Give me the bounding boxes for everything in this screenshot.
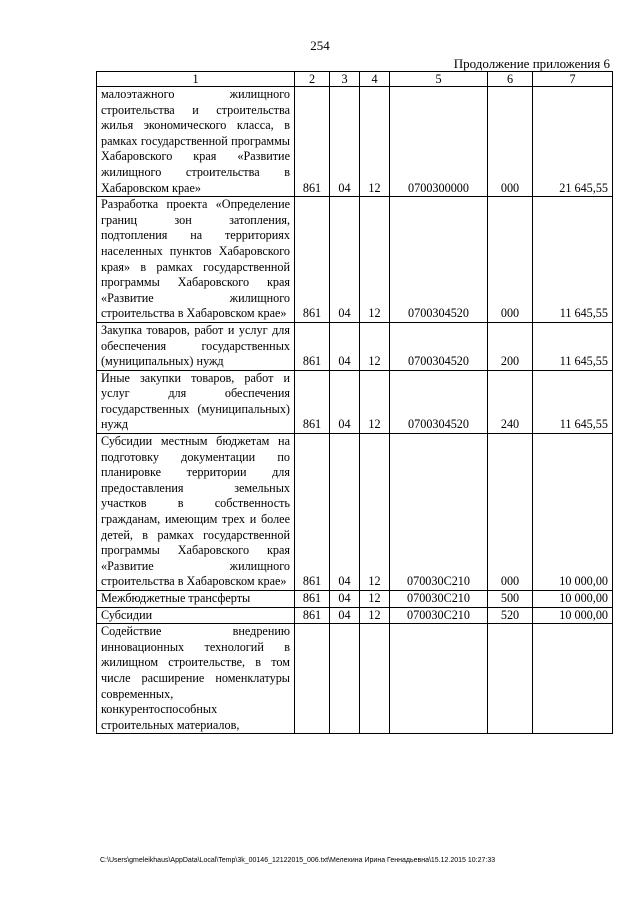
cell-amount: [533, 624, 613, 734]
table-row: [97, 322, 613, 370]
cell-target-article: 070030С210: [390, 607, 488, 624]
cell-section: 04: [330, 591, 360, 608]
row-description: Разработка проекта «Определение границ зон затопления, подтопления на территориях населенных пунктов Хабаровского края» в рамках государственной программы Хабаровского края «Развитие жилищного строительства в Хабаровском крае»: [97, 197, 295, 323]
column-header: 6: [488, 72, 533, 87]
cell-expense-type: 520: [488, 607, 533, 624]
cell-amount: 21 645,55: [533, 87, 613, 197]
column-header: 7: [533, 72, 613, 87]
cell-ministry-code: 861: [295, 607, 330, 624]
cell-section: 04: [330, 370, 360, 433]
budget-table: [96, 71, 613, 734]
cell-subsection: 12: [360, 322, 390, 370]
cell-section: 04: [330, 322, 360, 370]
row-description: малоэтажного жилищного строительства и строительства жилья экономического класса, в рамках государственной программы Хабаровского края «Развитие жилищного строительства в Хабаровском крае»: [97, 87, 295, 197]
cell-target-article: 0700304520: [390, 370, 488, 433]
cell-subsection: 12: [360, 370, 390, 433]
cell-expense-type: 500: [488, 591, 533, 608]
cell-amount: 11 645,55: [533, 197, 613, 323]
table-row: [97, 591, 613, 608]
cell-section: [330, 624, 360, 734]
cell-subsection: 12: [360, 591, 390, 608]
cell-expense-type: 000: [488, 197, 533, 323]
cell-ministry-code: 861: [295, 370, 330, 433]
row-description: Закупка товаров, работ и услуг для обеспечения государственных (муниципальных) нужд: [97, 322, 295, 370]
cell-ministry-code: [295, 624, 330, 734]
cell-target-article: 070030С210: [390, 434, 488, 591]
row-description: Межбюджетные трансферты: [97, 591, 295, 608]
cell-target-article: 0700300000: [390, 87, 488, 197]
column-header: 4: [360, 72, 390, 87]
cell-section: 04: [330, 87, 360, 197]
continuation-note: Продолжение приложения 6: [453, 56, 610, 71]
cell-subsection: 12: [360, 607, 390, 624]
column-header: 2: [295, 72, 330, 87]
table-row: [97, 607, 613, 624]
table-row: [97, 87, 613, 197]
cell-amount: 10 000,00: [533, 607, 613, 624]
cell-amount: 10 000,00: [533, 434, 613, 591]
cell-target-article: 0700304520: [390, 197, 488, 323]
row-description: Содействие внедрению инновационных технологий в жилищном строительстве, в том числе расширение номенклатуры современных, конкурентоспособных строительных материалов,: [97, 624, 295, 734]
table-row: [97, 624, 613, 734]
cell-expense-type: 240: [488, 370, 533, 433]
cell-ministry-code: 861: [295, 197, 330, 323]
file-path-footer: C:\Users\gmeleikhaus\AppData\Local\Temp\3k_00146_12122015_006.txt\Мелехина Ирина Геннадьевна\15.12.2015 10:27:33: [100, 857, 496, 864]
cell-section: 04: [330, 197, 360, 323]
cell-subsection: 12: [360, 87, 390, 197]
cell-amount: 11 645,55: [533, 322, 613, 370]
column-header: 3: [330, 72, 360, 87]
cell-subsection: [360, 624, 390, 734]
column-header: 1: [97, 72, 295, 87]
cell-target-article: 070030С210: [390, 591, 488, 608]
cell-section: 04: [330, 434, 360, 591]
cell-ministry-code: 861: [295, 87, 330, 197]
table-header-row: [97, 72, 613, 87]
table-row: [97, 197, 613, 323]
cell-section: 04: [330, 607, 360, 624]
cell-expense-type: 200: [488, 322, 533, 370]
cell-ministry-code: 861: [295, 322, 330, 370]
row-description: Субсидии местным бюджетам на подготовку документации по планировке территории для предоставления земельных участков в собственность гражданам, имеющим трех и более детей, в рамках государственной программы Хабаровского края «Развитие жилищного строительства в Хабаровском крае»: [97, 434, 295, 591]
cell-amount: 10 000,00: [533, 591, 613, 608]
row-description: Иные закупки товаров, работ и услуг для обеспечения государственных (муниципальных) нужд: [97, 370, 295, 433]
cell-ministry-code: 861: [295, 591, 330, 608]
cell-subsection: 12: [360, 434, 390, 591]
cell-target-article: [390, 624, 488, 734]
cell-expense-type: 000: [488, 87, 533, 197]
cell-expense-type: [488, 624, 533, 734]
page-number: 254: [310, 38, 330, 53]
table-row: [97, 370, 613, 433]
cell-subsection: 12: [360, 197, 390, 323]
cell-expense-type: 000: [488, 434, 533, 591]
table-row: [97, 434, 613, 591]
column-header: 5: [390, 72, 488, 87]
cell-ministry-code: 861: [295, 434, 330, 591]
row-description: Субсидии: [97, 607, 295, 624]
cell-amount: 11 645,55: [533, 370, 613, 433]
cell-target-article: 0700304520: [390, 322, 488, 370]
